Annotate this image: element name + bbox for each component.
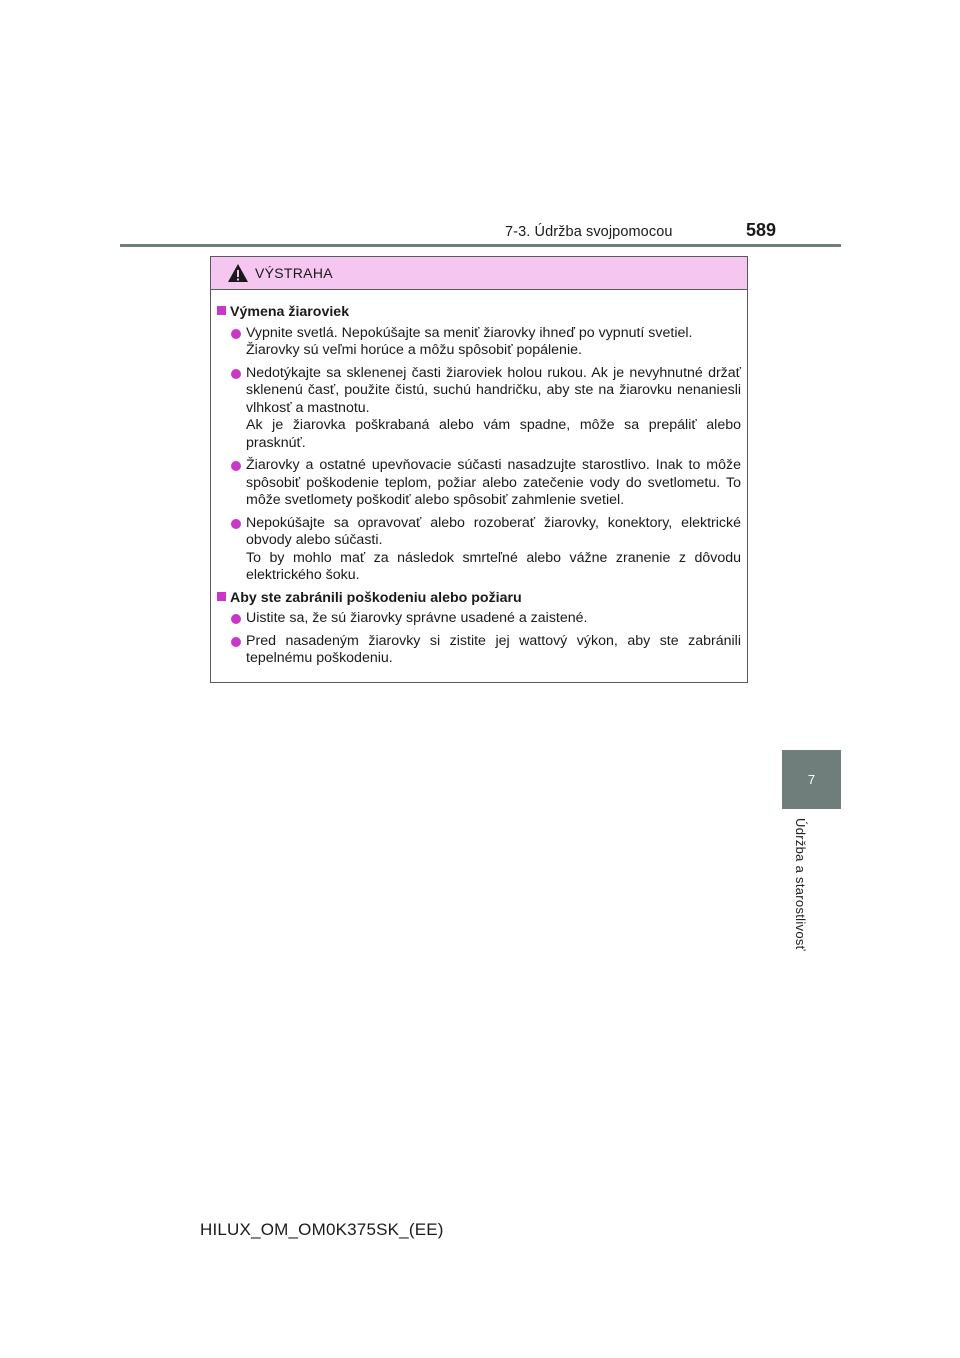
warning-title: VÝSTRAHA [255,265,333,281]
list-item [231,633,741,668]
list-item [231,325,741,360]
bullet-dot-icon [231,461,241,471]
list-item-text: Nepokúšajte sa opravovať alebo rozoberať žiarovky, konektory, elektrické obvody alebo súčasti. To by mohlo mať za následok smrteľné alebo vážne zranenie z dôvodu elektrického šoku. [246,514,741,583]
list-item-text: Nedotýkajte sa sklenenej časti žiaroviek holou rukou. Ak je nevyhnutné držať sklenenú časť, použite čistú, suchú handričku, aby ste na žiarovku nenaniesli vlhkosť a mastnotu. Ak je žiarovka poškrabaná alebo vám spadne, môže sa prepáliť alebo prasknúť. [246,364,741,451]
list-item-text: Žiarovky a ostatné upevňovacie súčasti nasadzujte starostlivo. Inak to môže spôsobiť poškodenie teplom, požiar alebo zatečenie vody do svetlometu. To môže svetlomety poškodiť alebo spôsobiť zahmlenie svetiel. [246,457,741,508]
square-bullet-icon [217,592,226,601]
bullet-dot-icon [231,519,241,529]
bullet-dot-icon [231,329,241,339]
section-heading-text: Výmena žiaroviek [230,304,350,320]
section-heading [217,590,741,608]
warning-body [211,290,747,668]
list-item [231,515,741,585]
list-item [231,457,741,510]
section-title: 7-3. Údržba svojpomocou [505,224,673,240]
bullet-dot-icon [231,369,241,379]
header-divider [120,244,841,247]
list-item-text: Uistite sa, že sú žiarovky správne usadené a zaistené. [246,610,588,626]
page-number: 589 [745,220,776,240]
bullet-dot-icon [231,637,241,647]
list-item-text: Vypnite svetlá. Nepokúšajte sa meniť žiarovky ihneď po vypnutí svetiel. Žiarovky sú veľmi horúce a môžu spôsobiť popálenie. [246,324,693,358]
bullet-dot-icon [231,614,241,624]
document-code: HILUX_OM_OM0K375SK_(EE) [200,1220,444,1239]
warning-header [211,257,747,290]
square-bullet-icon [217,306,226,315]
chapter-label: Údržba a starostlivosť [793,818,808,951]
warning-triangle-icon [227,263,249,283]
list-item [231,610,741,628]
list-item-text: Pred nasadeným žiarovky si zistite jej wattový výkon, aby ste zabránili tepelnému poškodeniu. [246,632,741,666]
chapter-tab [782,750,841,809]
section-heading [217,304,741,322]
warning-box [210,256,748,683]
list-item [231,365,741,453]
chapter-number: 7 [807,772,816,787]
section-heading-text: Aby ste zabránili poškodeniu alebo požiaru [230,589,522,606]
